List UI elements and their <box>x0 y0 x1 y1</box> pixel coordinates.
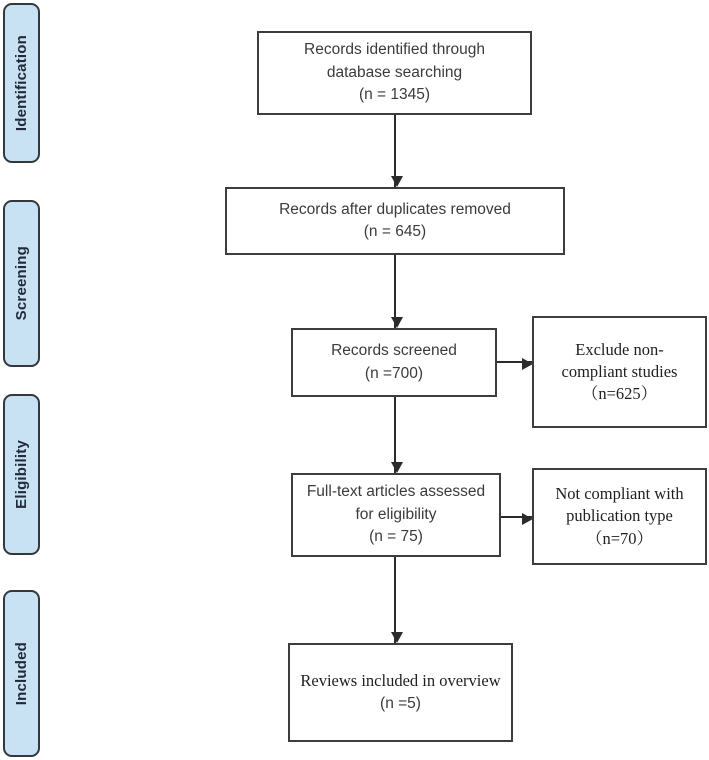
flow-box-line: Full-text articles assessed <box>306 483 486 501</box>
stage-label-text: Included <box>13 641 30 706</box>
stage-label-screening <box>3 200 40 367</box>
flow-box-line: Records after duplicates removed <box>279 200 511 218</box>
arrow-duplicates-to-screened <box>394 255 396 328</box>
flow-box-line: database searching <box>326 63 463 81</box>
side-box-line: Not compliant with <box>555 484 684 504</box>
flow-box-fulltext-assessed <box>291 473 501 557</box>
side-box-count: （n=70） <box>585 528 654 548</box>
flow-box-line: Records identified through <box>304 41 485 59</box>
side-box-line: publication type <box>566 506 673 526</box>
flow-box-line: for eligibility <box>355 505 437 523</box>
stage-label-text: Identification <box>13 34 30 132</box>
flow-box-count: (n =5) <box>380 695 421 713</box>
stage-label-included <box>3 590 40 757</box>
flow-box-line: Records screened <box>331 342 457 360</box>
flow-box-line: Reviews included in overview <box>300 671 501 691</box>
arrow-fulltext-to-notcompliant <box>501 516 532 518</box>
flow-box-duplicates-removed <box>225 187 565 255</box>
flow-box-count: (n = 645) <box>363 223 427 240</box>
flow-box-count: (n = 1345) <box>358 86 431 104</box>
side-box-line: Exclude non- <box>575 339 664 359</box>
arrow-fulltext-to-included <box>394 557 396 643</box>
stage-label-identification <box>3 3 40 163</box>
arrow-screened-to-fulltext <box>394 397 396 473</box>
arrow-screened-to-exclude <box>497 361 532 363</box>
stage-label-text: Screening <box>13 246 30 321</box>
flow-box-records-identified <box>257 31 532 115</box>
stage-label-eligibility <box>3 394 40 555</box>
flow-box-records-screened <box>291 328 497 397</box>
side-box-not-compliant-publication <box>532 468 707 565</box>
flow-box-count: (n = 75) <box>369 528 423 546</box>
flow-box-count: (n =700) <box>364 364 424 382</box>
side-box-exclude-noncompliant <box>532 316 707 428</box>
side-box-line: compliant studies <box>561 361 678 381</box>
stage-label-text: Eligibility <box>13 440 30 509</box>
arrow-identified-to-duplicates <box>394 115 396 187</box>
side-box-count: （n=625） <box>581 384 658 404</box>
flow-box-reviews-included <box>288 643 513 742</box>
